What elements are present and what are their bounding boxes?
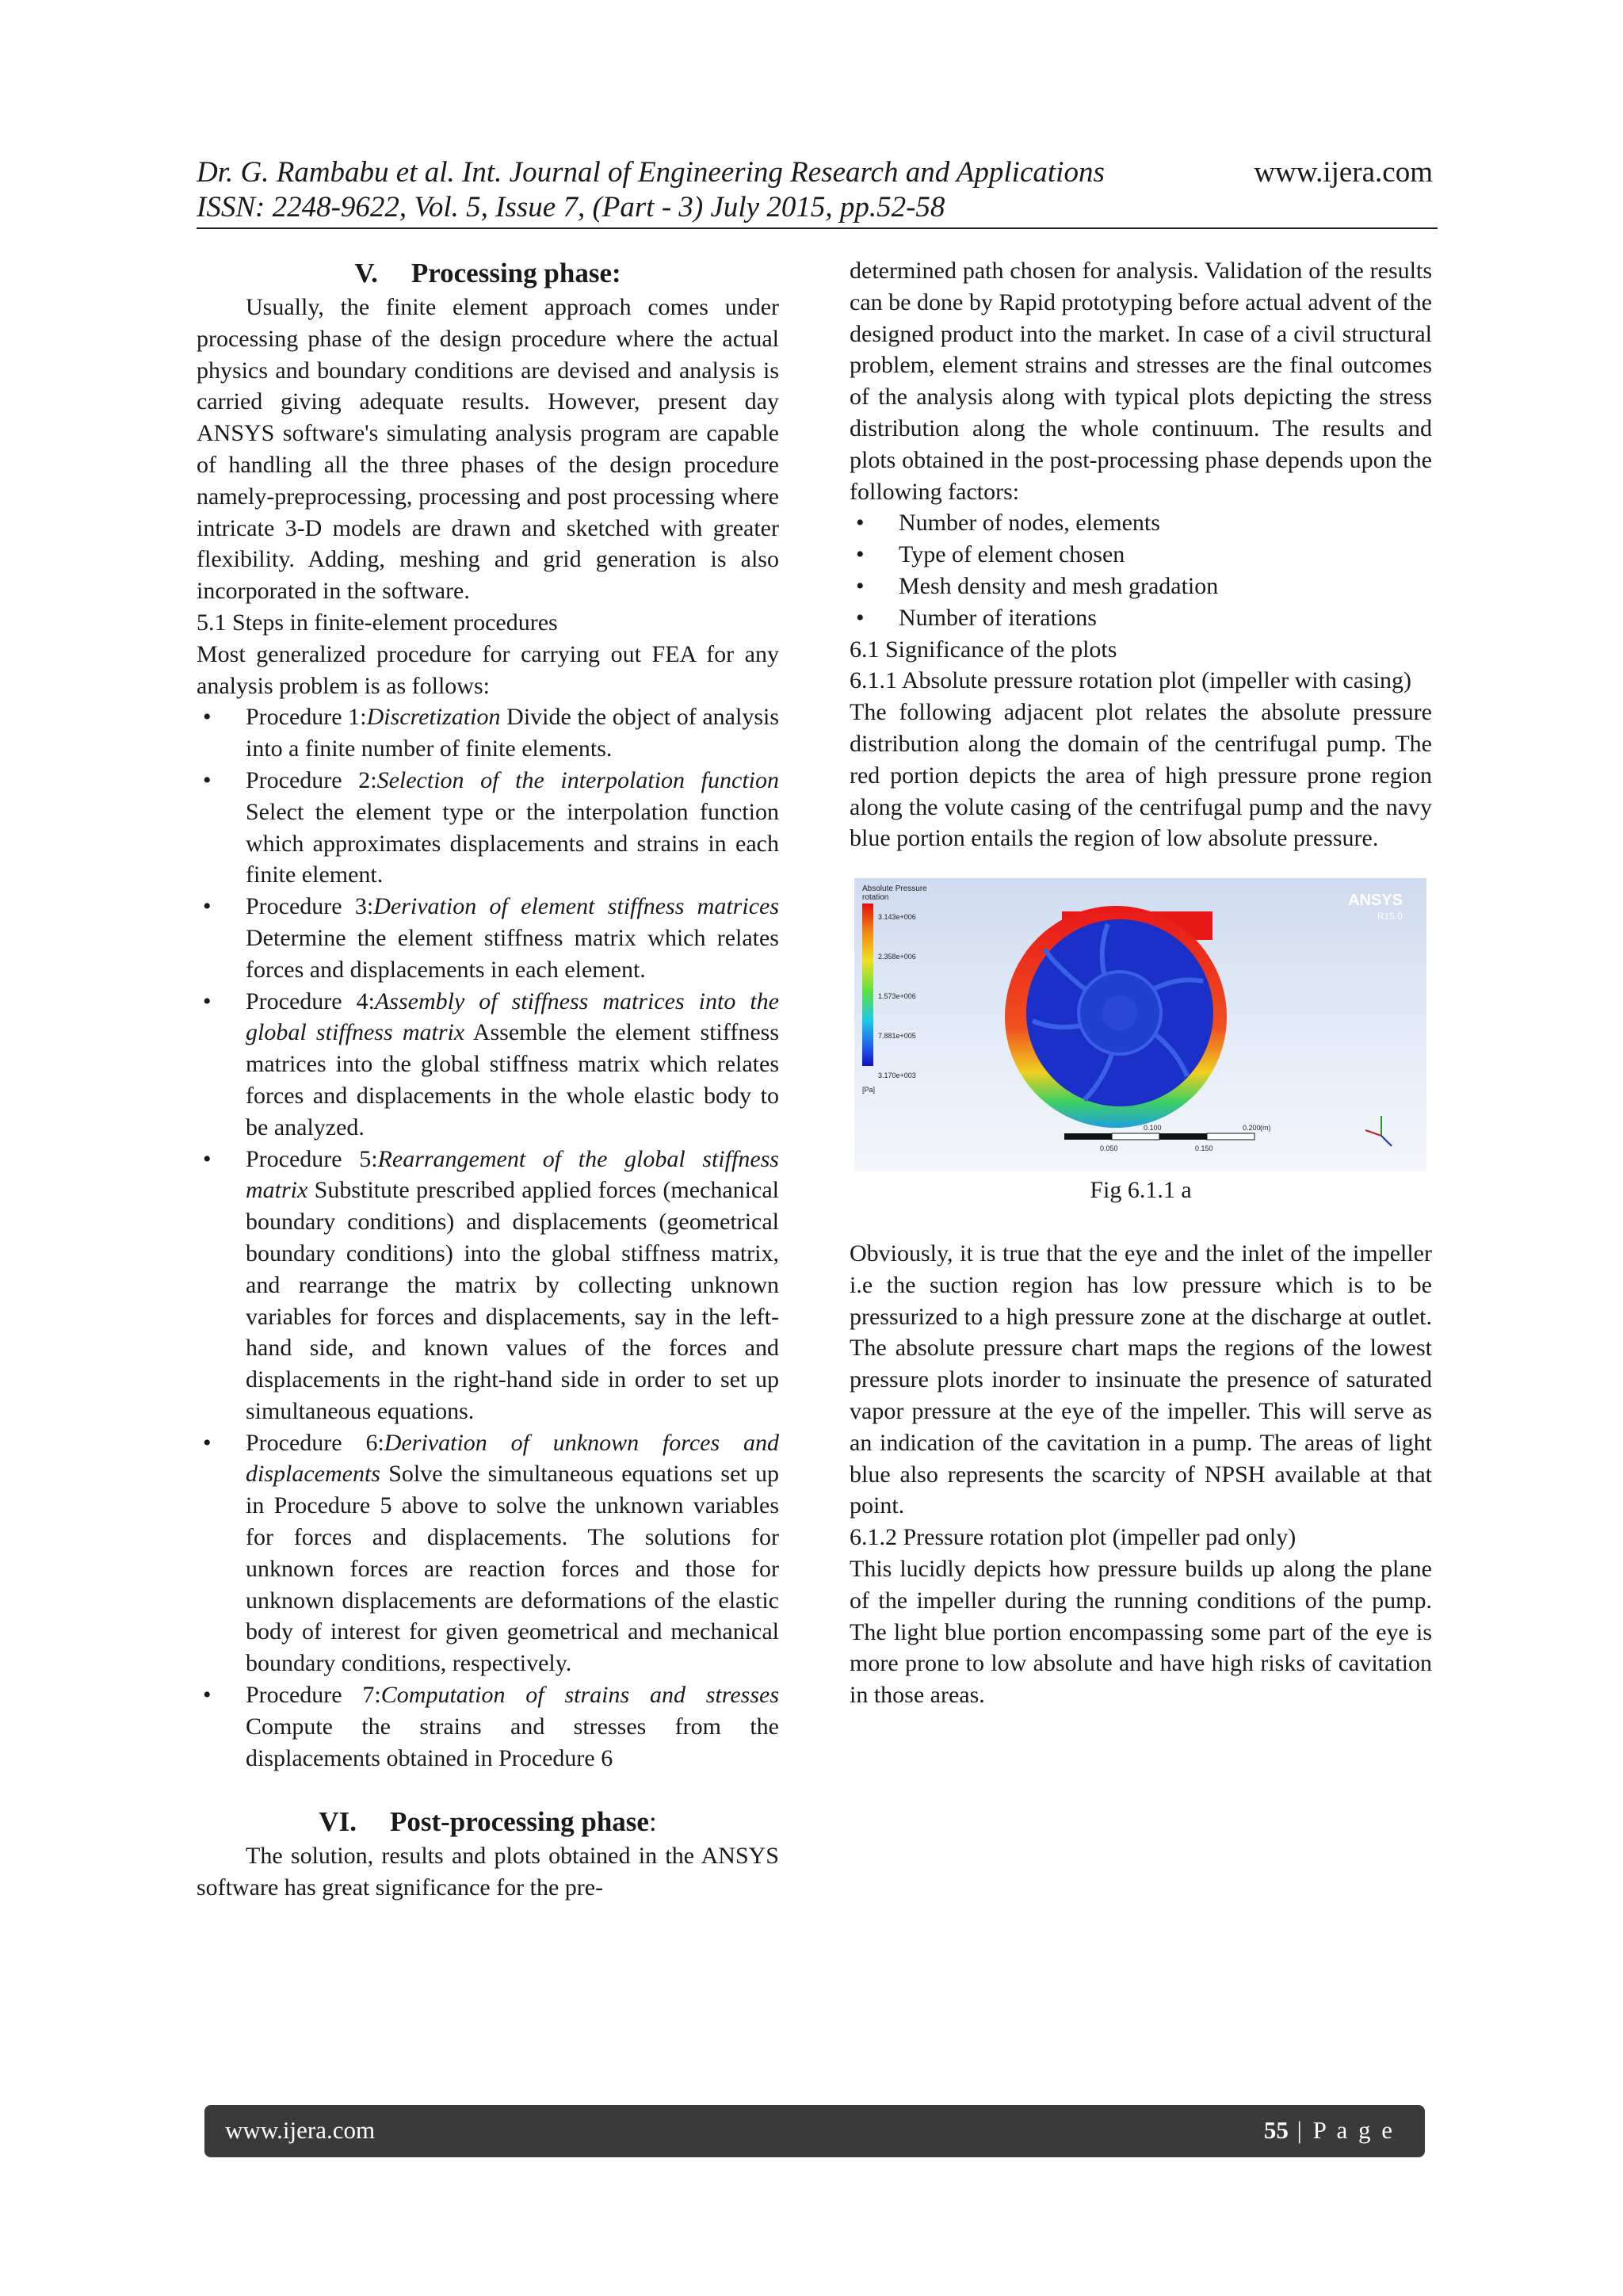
subsection-6-1-heading: 6.1 Significance of the plots <box>850 636 1117 663</box>
pressure-contour-figure <box>854 878 1426 1171</box>
scale-bar-black <box>1064 1133 1112 1140</box>
scale-bar-white <box>1207 1133 1254 1140</box>
procedure-item: • Procedure 6:Derivation of unknown forces and displacements Solve the simultaneous equations set up in Procedure 5 above to solve the unknown variables for forces and displacements. The solutions for unknown forces are reaction forces and those for unknown displacements are deformations of the elastic body of interest for given geometrical and mechanical boundary conditions, respectively. <box>197 1427 779 1679</box>
figure-discussion-paragraph: Obviously, it is true that the eye and the inlet of the impeller i.e the suction region has low pressure which is to be pressurized to a high pressure zone at the discharge at outlet. The absolute pressure chart maps the regions of the lowest pressure plots inorder to insinuate the presence of saturated vapor pressure at the eye of the impeller. This will serve as an indication of the cavitation in a pump. The areas of light blue also represents the scarcity of NPSH available at that point. <box>850 1240 1432 1519</box>
factor-item: • Type of element chosen <box>850 539 1432 571</box>
scale-label: 0.100 <box>1144 1124 1162 1133</box>
pump-contour-drawing <box>854 878 1426 1171</box>
scale-label: 0.200 <box>1243 1124 1261 1133</box>
page-footer <box>204 2105 1425 2157</box>
impeller-hub <box>1102 995 1137 1030</box>
scale-label: 0.150 <box>1195 1144 1213 1153</box>
procedure-list <box>197 701 779 1774</box>
axis-triad-icon <box>1365 1116 1392 1146</box>
subsection-6-1-2-heading: 6.1.2 Pressure rotation plot (impeller pad only) <box>850 1524 1296 1551</box>
legend-value: 3.143e+006 <box>878 913 916 922</box>
page-number: 55 | P a g e <box>1263 2116 1395 2144</box>
footer-url[interactable]: www.ijera.com <box>225 2116 376 2144</box>
header-rule <box>197 227 1438 229</box>
section-6-number: VI. <box>319 1806 357 1838</box>
factor-item: • Mesh density and mesh gradation <box>850 571 1432 602</box>
procedure-item: • Procedure 4:Assembly of stiffness matrices into the global stiffness matrix Assemble the element stiffness matrices into the global stiffness matrix which relates forces and displacements in the whole elastic body to be analyzed. <box>197 986 779 1144</box>
scale-bar-black <box>1159 1133 1207 1140</box>
journal-url[interactable]: www.ijera.com <box>1254 156 1433 189</box>
journal-header-line1 <box>197 155 1433 190</box>
journal-header-line2: ISSN: 2248-9622, Vol. 5, Issue 7, (Part - 3) July 2015, pp.52-58 <box>197 191 945 223</box>
subsection-6-1-1-heading: 6.1.1 Absolute pressure rotation plot (impeller with casing) <box>850 667 1412 694</box>
legend-value: 3.170e+003 <box>878 1072 916 1080</box>
legend-unit: [Pa] <box>862 1086 876 1095</box>
factor-item: • Number of iterations <box>850 602 1432 634</box>
section-5-paragraph: Usually, the finite element approach comes under processing phase of the design procedure where the actual physics and boundary conditions are devised and analysis is carried giving adequate results. However, present day ANSYS software's simulating analysis program are capable of handling all the three phases of the design procedure namely-preprocessing, processing and post processing where intricate 3-D models are drawn and sketched with greater flexibility. Adding, meshing and grid generation is also incorporated in the software. <box>197 294 779 605</box>
factor-item: • Number of nodes, elements <box>850 507 1432 539</box>
figure-caption: Fig 6.1.1 a <box>1090 1177 1192 1204</box>
journal-citation: Dr. G. Rambabu et al. Int. Journal of Engineering Research and Applications <box>197 156 1105 189</box>
section-6-heading: VI. Post-processing phase: <box>319 1806 657 1838</box>
subsection-6-1-1-paragraph: The following adjacent plot relates the absolute pressure distribution along the domain of the centrifugal pump. The red portion depicts the area of high pressure prone region along the volute casing of the centrifugal pump and the navy blue portion entails the region of low absolute pressure. <box>850 699 1432 852</box>
legend-title: Absolute Pressure rotation <box>862 884 927 903</box>
section-5-intro: Most generalized procedure for carrying out FEA for any analysis problem is as follows: <box>197 640 779 699</box>
left-column <box>197 255 779 1904</box>
ansys-logo: ANSYS R15.0 <box>1348 892 1403 923</box>
section-5-number: V. <box>354 258 378 288</box>
section-6-paragraph-start: The solution, results and plots obtained in the ANSYS software has great significance for the pre- <box>197 1843 779 1901</box>
procedure-item: • Procedure 2:Selection of the interpolation function Select the element type or the interpolation function which approximates displacements and strains in each finite element. <box>197 765 779 891</box>
scale-label: (m) <box>1260 1124 1271 1133</box>
subsection-6-1-2-paragraph: This lucidly depicts how pressure builds up along the plane of the impeller during the running conditions of the pump. The light blue portion encompassing some part of the eye is more prone to low absolute and have high risks of cavitation in those areas. <box>850 1555 1432 1709</box>
factor-list <box>850 507 1432 633</box>
section-5-heading <box>197 255 779 292</box>
right-column <box>850 255 1432 1711</box>
legend-value: 7.881e+005 <box>878 1032 916 1041</box>
procedure-item: • Procedure 5:Rearrangement of the global stiffness matrix Substitute prescribed applied forces (mechanical boundary conditions) and displacements (geometrical boundary conditions) into the global stiffness matrix, and rearrange the matrix by collecting unknown variables for forces and displacements, say in the left-hand side, and known values of the forces and displacements in the right-hand side in order to set up simultaneous equations. <box>197 1144 779 1427</box>
scale-bar-white <box>1112 1133 1159 1140</box>
procedure-item: • Procedure 1:Discretization Divide the object of analysis into a finite number of finite elements. <box>197 701 779 765</box>
legend-value: 1.573e+006 <box>878 992 916 1001</box>
legend-value: 2.358e+006 <box>878 953 916 961</box>
section-5-title: Processing phase: <box>411 258 621 288</box>
section-6-paragraph-continued: determined path chosen for analysis. Validation of the results can be done by Rapid prototyping before actual advent of the designed product into the market. In case of a civil structural problem, element strains and stresses are the final outcomes of the analysis along with typical plots depicting the stress distribution along the whole continuum. The results and plots obtained in the post-processing phase depends upon the following factors: <box>850 258 1432 505</box>
subsection-5-1-heading: 5.1 Steps in finite-element procedures <box>197 609 558 636</box>
procedure-item: • Procedure 7:Computation of strains and stresses Compute the strains and stresses from the displacements obtained in Procedure 6 <box>197 1679 779 1774</box>
procedure-item: • Procedure 3:Derivation of element stiffness matrices Determine the element stiffness matrix which relates forces and displacements in each element. <box>197 891 779 985</box>
scale-label: 0.050 <box>1100 1144 1118 1153</box>
section-6-title: Post-processing phase <box>389 1806 649 1838</box>
